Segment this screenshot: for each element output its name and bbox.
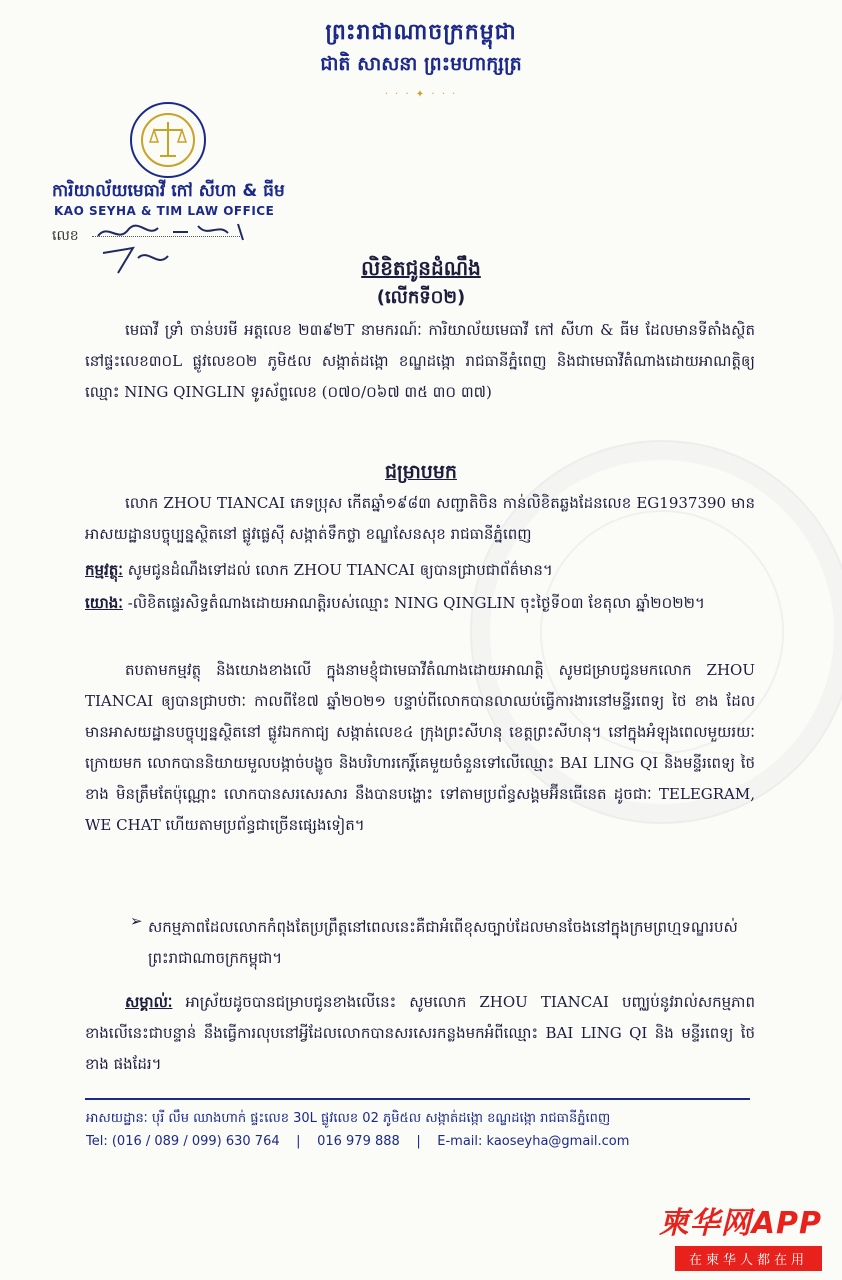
subject-text: សូមជូនដំណឹងទៅដល់ លោក ZHOU TIANCAI ឲ្យបានជ្រាបជាព័ត៌មាន។ xyxy=(127,561,553,579)
footer-rule xyxy=(85,1098,750,1100)
note-label: សម្គាល់ៈ xyxy=(125,993,173,1011)
footer-tel-2: 016 979 888 xyxy=(317,1134,400,1149)
recipient-paragraph: លោក ZHOU TIANCAI ភេទប្រុស កើតឆ្នាំ១៩៨៣ សញ្ជាតិចិន កាន់លិខិតឆ្លងដែនលេខ EG1937390 មានអាសយដ្ឋានបច្ចុប្បន្នស្ថិតនៅ ផ្លូវផ្លេស៊ី សង្កាត់ទឹកថ្លា ខណ្ឌសែនសុខ រាជធានីភ្នំពេញ xyxy=(85,494,755,543)
subject-paragraph xyxy=(85,555,755,586)
footer-contact xyxy=(86,1134,629,1149)
intro-paragraph: មេធាវី ទ្រាំ ចាន់បរមី អត្តលេខ ២៣៩២T នាមករណ៍ៈ ការិយាល័យមេធាវី កៅ សីហា & ធីម ដែលមានទីតាំងស្ថិតនៅផ្ទះលេខ៣០L ផ្លូវលេខ០២ ភូមិ៥ល សង្កាត់ដង្កោ ខណ្ឌដង្កោ រាជធានីភ្នំពេញ និងជាមេធាវីតំណាងដោយអាណត្តិឲ្យឈ្មោះ NING QINGLIN ទូរស័ព្ទលេខ (០៧០/០៦៧ ៣៥ ៣០ ៣៧) xyxy=(85,321,755,401)
reference-label: លេខ xyxy=(52,228,79,244)
footer-email: E-mail: kaoseyha@gmail.com xyxy=(437,1134,630,1149)
salutation-heading: ជម្រាបមក xyxy=(385,461,457,483)
footer-address: អាសយដ្ឋានៈ បុរី លឹម ឈាងហាក់ ផ្ទះលេខ 30L ផ្លូវលេខ 02 ភូមិ៥ល សង្កាត់ដង្កោ ខណ្ឌដង្កោ រាជធានីភ្នំពេញ xyxy=(86,1111,611,1126)
illegal-activity-paragraph: សកម្មភាពដែលលោកកំពុងតែប្រព្រឹត្តនៅពេលនេះគឺជាអំពើខុសច្បាប់ដែលមានចែងនៅក្នុងក្រមព្រហ្មទណ្ឌរបស់ព្រះរាជាណាចក្រកម្ពុជា។ xyxy=(148,918,738,967)
footer-separator: | xyxy=(296,1134,301,1149)
note-text: អាស្រ័យដូចបានជម្រាបជូនខាងលើនេះ សូមលោក ZHOU TIANCAI បញ្ឈប់នូវរាល់សកម្មភាពខាងលើនេះជាបន្ទាន់ នឹងធ្វើការលុបនៅអ្វីដែលលោកបានសរសេរកន្លងមកអំពីឈ្មោះ BAI LING QI និង មន្ទីរពេទ្យ ថៃ ខាង ផងដែរ។ xyxy=(85,993,755,1073)
footer-tel: Tel: (016 / 089 / 099) 630 764 xyxy=(86,1134,280,1149)
body-paragraph: តបតាមកម្មវត្ថុ និងយោងខាងលើ ក្នុងនាមខ្ញុំជាមេធាវីតំណាងដោយអាណត្តិ សូមជម្រាបជូនមកលោក ZHOU TIANCAI ឲ្យបានជ្រាបថាៈ កាលពីខែ៧ ឆ្នាំ២០២១ បន្ទាប់ពីលោកបានលាឈប់ធ្វើការងារនៅមន្ទីរពេទ្យ ថៃ ខាង ដែលមានអាសយដ្ឋានបច្ចុប្បន្នស្ថិតនៅ ផ្លូវឯកកាជ្យ សង្កាត់លេខ៤ ក្រុងព្រះសីហនុ ខេត្តព្រះសីហនុ។ នៅក្នុងអំឡុងពេលមួយរយៈក្រោយមក លោកបាននិយាយមួលបង្កាច់បង្ខូច និងបរិហារកេរ្តិ៍គេមួយចំនួនទៅលើឈ្មោះ BAI LING QI និងមន្ទីរពេទ្យ ថៃ ខាង មិនត្រឹមតែប៉ុណ្ណោះ លោកបានសរសេរសារ នឹងបានបង្ហោះ ទៅតាមប្រព័ន្ធសង្គមអ៊ីនធើនេត ដូចជាៈ TELEGRAM, WE CHAT ហើយតាមប្រព័ន្ធជាច្រើនផ្សេងទៀត។ xyxy=(85,661,755,834)
law-office-logo xyxy=(128,100,208,180)
brand-tagline: 在柬华人都在用 xyxy=(675,1246,822,1271)
reference-text: -លិខិតផ្ទេរសិទ្ធតំណាងដោយអាណត្តិរបស់ឈ្មោះ NING QINGLIN ចុះថ្ងៃទី០៣ ខែតុលា ឆ្នាំ២០២២។ xyxy=(127,594,705,612)
footer-separator: | xyxy=(416,1134,421,1149)
reference-paragraph xyxy=(85,588,755,619)
note-paragraph xyxy=(85,987,755,1080)
arrow-bullet-icon: ➢ xyxy=(130,912,143,930)
national-motto: ជាតិ សាសនា ព្រះមហាក្សត្រ xyxy=(320,53,522,75)
kingdom-title: ព្រះរាជាណាចក្រកម្ពុជា xyxy=(325,20,517,45)
document-title: លិខិតជូនដំណឹង xyxy=(361,256,481,280)
ornament-divider: · · · ✦ · · · xyxy=(384,89,458,100)
document-subtitle: (លើកទី០២) xyxy=(376,287,466,308)
brand-watermark xyxy=(659,1198,822,1271)
office-name-khmer: ការិយាល័យមេធាវី កៅ សីហា & ធីម xyxy=(52,181,285,201)
office-name-english: KAO SEYHA & TIM LAW OFFICE xyxy=(54,204,275,218)
reference-section-label: យោងៈ xyxy=(85,594,123,612)
brand-name: 柬华网APP xyxy=(658,1206,822,1241)
subject-label: កម្មវត្ថុៈ xyxy=(85,561,123,579)
